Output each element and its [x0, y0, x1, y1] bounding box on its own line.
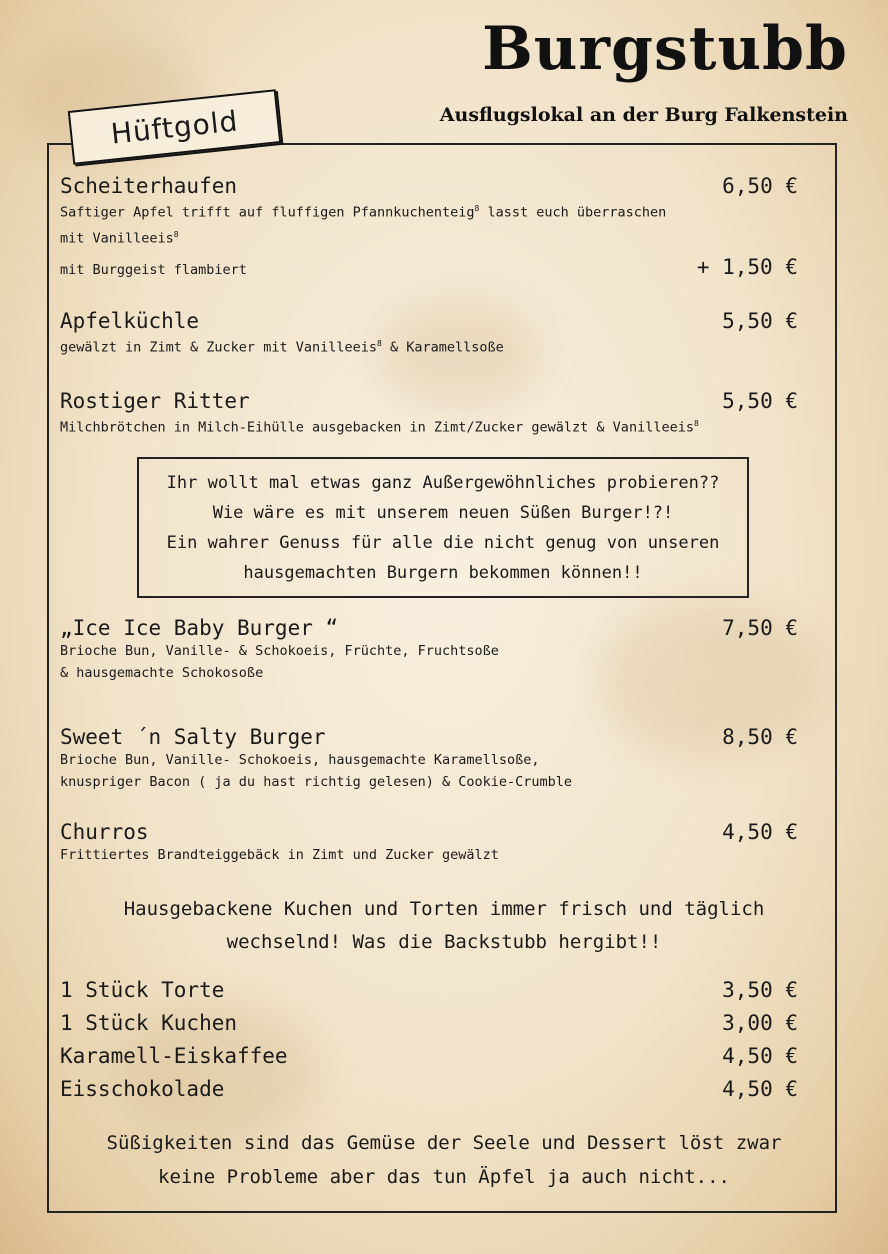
- item-price: 4,50 €: [722, 1077, 798, 1101]
- menu-item-apfelkuechle: [60, 309, 798, 359]
- menu-item-rostiger-ritter: [60, 389, 798, 439]
- item-extra-option: [60, 255, 798, 281]
- item-price: 6,50 €: [722, 174, 798, 198]
- list-item-torte: [60, 978, 798, 1002]
- item-name: 1 Stück Kuchen: [60, 1011, 238, 1035]
- closing-quote: Süßigkeiten sind das Gemüse der Seele und Dessert löst zwar keine Probleme aber das tun Äpfel ja auch nicht...: [106, 1132, 782, 1188]
- brand-title: Burgstubb: [482, 14, 848, 84]
- item-price: 5,50 €: [722, 309, 798, 333]
- item-description: Frittiertes Brandteiggebäck in Zimt und Zucker gewälzt: [60, 847, 499, 863]
- cakes-note: Hausgebackene Kuchen und Torten immer frisch und täglich wechselnd! Was die Backstubb hergibt!!: [123, 898, 765, 953]
- item-price: 5,50 €: [722, 389, 798, 413]
- item-price: 3,00 €: [722, 1011, 798, 1035]
- item-price: 4,50 €: [722, 820, 798, 844]
- item-description: Brioche Bun, Vanille- & Schokoeis, Früchte, Fruchtsoße & hausgemachte Schokosoße: [60, 643, 499, 681]
- menu-item-scheiterhaufen: [60, 174, 798, 249]
- item-name: Churros: [60, 820, 149, 844]
- list-item-karamell-eiskaffee: [60, 1044, 798, 1068]
- promo-line: Ein wahrer Genuss für alle die nicht genug von unseren: [166, 532, 720, 553]
- menu-item-churros: [60, 820, 798, 866]
- item-extra-label: mit Burggeist flambiert: [60, 262, 247, 278]
- item-name: „Ice Ice Baby Burger “: [60, 616, 339, 640]
- brand-subtitle: Ausflugslokal an der Burg Falkenstein: [439, 104, 848, 126]
- item-name: 1 Stück Torte: [60, 978, 225, 1002]
- promo-line: Wie wäre es mit unserem neuen Süßen Burger!?!: [212, 502, 674, 523]
- promo-line: hausgemachten Burgern bekommen können!!: [243, 562, 643, 583]
- item-description: Brioche Bun, Vanille- Schokoeis, hausgemachte Karamellsoße, knuspriger Bacon ( ja du hast richtig gelesen) & Cookie-Crumble: [60, 752, 573, 790]
- item-name: Karamell-Eiskaffee: [60, 1044, 288, 1068]
- item-price: 4,50 €: [722, 1044, 798, 1068]
- item-name: Sweet ´n Salty Burger: [60, 725, 326, 749]
- section-tag: Hüftgold: [68, 89, 281, 165]
- menu-item-sweet-n-salty-burger: [60, 725, 798, 793]
- promo-box: [137, 457, 749, 598]
- item-price: 7,50 €: [722, 616, 798, 640]
- item-name: Scheiterhaufen: [60, 174, 238, 198]
- item-extra-price: + 1,50 €: [696, 255, 798, 279]
- list-item-kuchen: [60, 1011, 798, 1035]
- menu-item-ice-ice-baby-burger: [60, 616, 798, 684]
- item-name: Eisschokolade: [60, 1077, 225, 1101]
- item-price: 8,50 €: [722, 725, 798, 749]
- item-name: Rostiger Ritter: [60, 389, 250, 413]
- promo-line: Ihr wollt mal etwas ganz Außergewöhnliches probieren??: [166, 472, 720, 493]
- item-description: gewälzt in Zimt & Zucker mit Vanilleeis$^8$ & Karamellsoße: [60, 339, 504, 356]
- list-item-eisschokolade: [60, 1077, 798, 1101]
- item-description: Milchbrötchen in Milch-Eihülle ausgebacken in Zimt/Zucker gewälzt & Vanilleeis$^8$: [60, 419, 699, 436]
- item-price: 3,50 €: [722, 978, 798, 1002]
- item-name: Apfelküchle: [60, 309, 200, 333]
- item-description: Saftiger Apfel trifft auf fluffigen Pfannkuchenteig$^8$ lasst euch überraschen mit Vanilleeis$^8$: [60, 204, 667, 246]
